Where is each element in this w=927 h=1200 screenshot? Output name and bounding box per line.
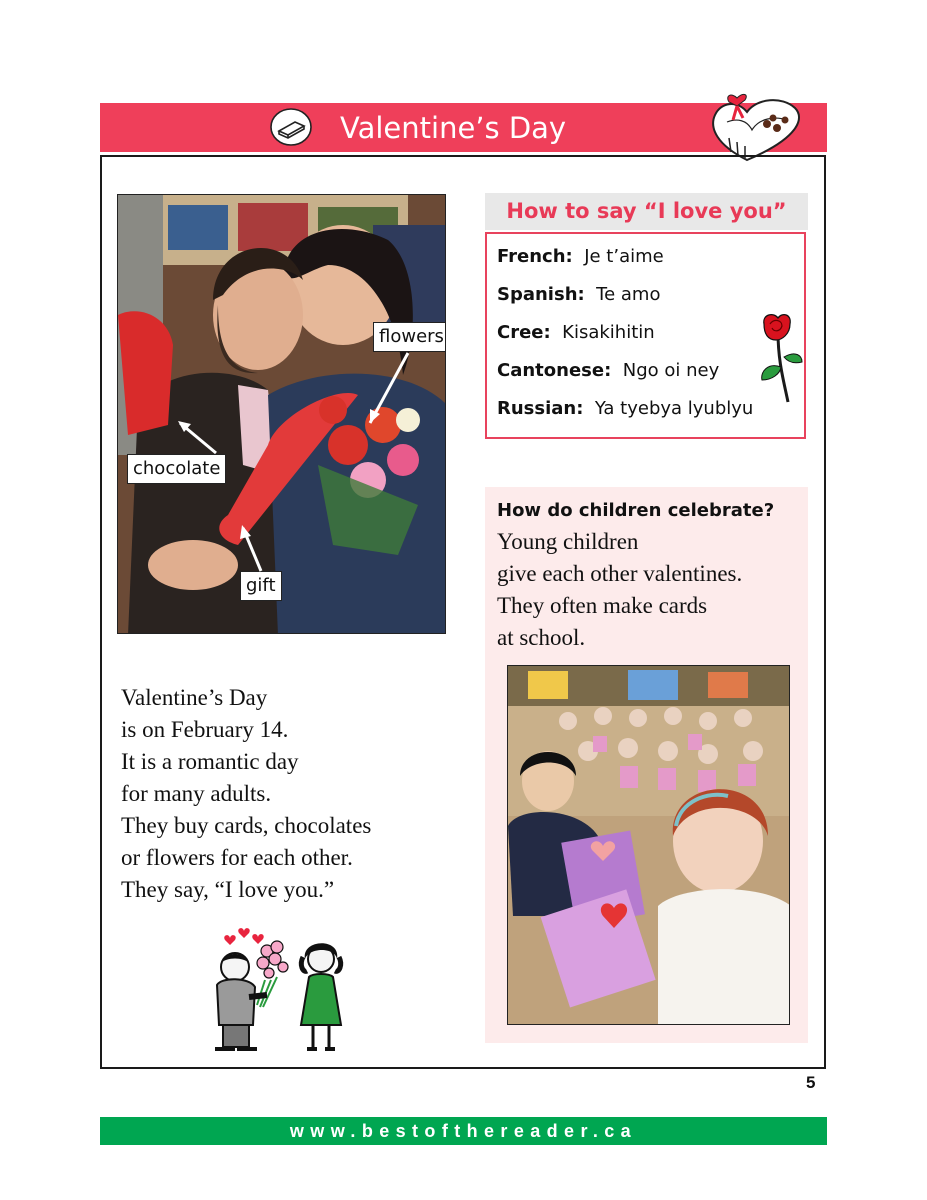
heart-candy-box-icon — [707, 90, 807, 165]
phrase-text: Ya tyebya lyublyu — [594, 398, 754, 419]
cartoon-couple-icon — [205, 925, 350, 1055]
language-name: Cree: — [497, 322, 551, 343]
rose-icon — [748, 312, 804, 404]
children-illustration — [508, 666, 790, 1025]
couple-photo — [117, 194, 446, 634]
phrase-row-french — [497, 246, 664, 267]
phrase-row-russian — [497, 398, 753, 419]
children-photo — [507, 665, 790, 1025]
children-heading: How do children celebrate? — [497, 500, 775, 521]
footer-url-link[interactable]: www.bestofthereader.ca — [289, 1121, 638, 1141]
main-text-line: or flowers for each other. — [121, 845, 353, 870]
phrase-row-cree — [497, 322, 655, 343]
label-gift: gift — [240, 571, 282, 601]
language-name: Russian: — [497, 398, 584, 419]
language-name: French: — [497, 246, 573, 267]
main-text-line: It is a romantic day — [121, 749, 299, 774]
children-text-line: Young children — [497, 529, 639, 554]
language-name: Cantonese: — [497, 360, 612, 381]
main-text-line: They say, “I love you.” — [121, 877, 335, 902]
main-text-line: They buy cards, chocolates — [121, 813, 372, 838]
language-name: Spanish: — [497, 284, 585, 305]
page-number: 5 — [806, 1073, 816, 1092]
children-text-line: They often make cards — [497, 593, 708, 618]
phrase-row-spanish — [497, 284, 660, 305]
book-icon — [269, 107, 313, 147]
page-title: Valentine’s Day — [340, 111, 567, 145]
phrase-text: Je t’aime — [584, 246, 664, 267]
phrase-text: Kisakihitin — [562, 322, 655, 343]
phrase-text: Ngo oi ney — [622, 360, 720, 381]
label-chocolate: chocolate — [127, 454, 226, 484]
love-box-heading: How to say “I love you” — [506, 199, 787, 223]
label-pointers — [118, 195, 446, 634]
phrase-text: Te amo — [596, 284, 661, 305]
main-text-line: is on February 14. — [121, 717, 289, 742]
children-text-line: give each other valentines. — [497, 561, 743, 586]
phrase-row-cantonese — [497, 360, 719, 381]
main-text-line: Valentine’s Day — [121, 685, 268, 710]
main-text-line: for many adults. — [121, 781, 272, 806]
children-text-line: at school. — [497, 625, 586, 650]
label-flowers: flowers — [373, 322, 446, 352]
